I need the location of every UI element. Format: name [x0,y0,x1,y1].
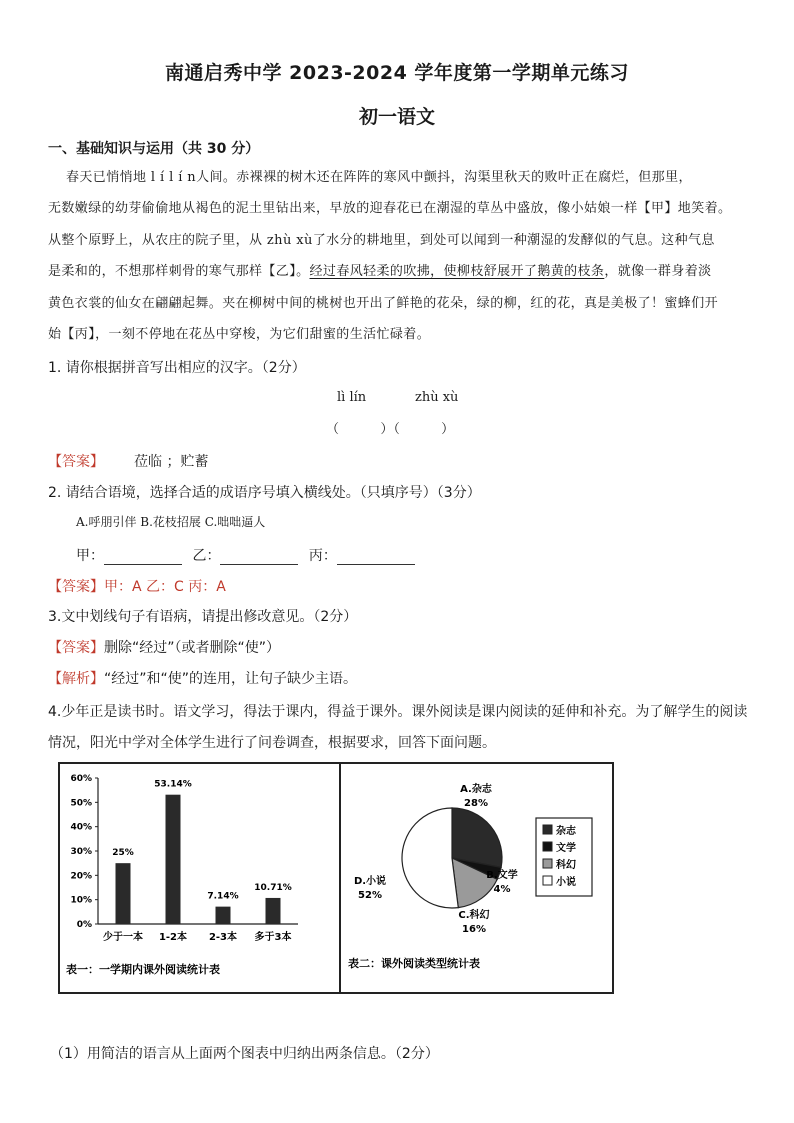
y-tick-label: 30% [70,847,92,857]
answer-3 [48,637,280,657]
pie-slice-value: 28% [464,798,488,809]
pie-slice-value: 52% [358,890,382,901]
blank-line [104,550,182,565]
y-tick-label: 50% [70,798,92,809]
legend-label: 科幻 [556,860,576,871]
bar [216,907,231,924]
analysis-text: “经过”和“使”的连用，让句子缺少主语。 [104,671,358,687]
pinyin-1: lì lín [337,390,367,405]
chart-title: 表一：一学期内课外阅读统计表 [66,963,220,976]
question-4-sub-1: （1）用简洁的语言从上面两个图表中归纳出两条信息。（2分） [50,1046,439,1062]
y-tick-label: 10% [70,895,92,906]
bar-chart [66,774,298,976]
question-3: 3.文中划线句子有语病，请提出修改意见。（2分） [48,609,358,625]
fill-blanks [76,545,421,565]
blank-label-jia: 甲： [76,548,104,564]
x-tick-label: 多于3本 [254,932,292,943]
answer-text: 甲：A 乙：C 丙：A [104,579,226,595]
y-tick-label: 40% [70,822,92,833]
question-2: 2. 请结合语境，选择合适的成语序号填入横线处。（只填序号）（3分） [48,485,481,501]
x-tick-label: 少于一本 [103,932,143,943]
blank-label-yi: 乙： [192,548,221,564]
pie-chart [348,782,592,970]
y-tick-label: 60% [70,774,92,784]
bar [116,863,131,924]
passage-line-1: 春天已悄悄地 l í l í n人间。赤裸裸的树木还在阵阵的寒风中颤抖，沟渠里秋天的败叶正在腐烂，但那里， [66,170,692,185]
answer-tag: 【答案】 [48,579,104,595]
document-title: 南通启秀中学 2023-2024 学年度第一学期单元练习 [165,62,629,84]
pie-slice-label: A.杂志 [460,784,492,795]
x-tick-label: 1-2本 [158,932,188,943]
analysis-tag: 【解析】 [48,671,104,687]
bar [266,898,281,924]
charts-svg [58,762,614,994]
legend-swatch [543,842,552,851]
legend-label: 小说 [556,877,576,888]
legend-label: 杂志 [556,826,576,837]
blank-label-bing: 丙： [308,548,337,564]
bar-data-label: 25% [112,848,134,859]
legend-swatch [543,876,552,885]
pie-slice [402,808,458,908]
pie-slice-label: C.科幻 [458,910,490,921]
pie-slice [452,808,502,867]
pie-slice-label: B.文学 [486,870,518,881]
passage-line-3: 从整个原野上，从农庄的院子里，从 zhù xù了水分的耕地里，到处可以闻到一种潮湿的发酵似的气息。这种气息 [48,233,715,248]
bar-data-label: 7.14% [207,891,239,902]
blank-line [220,550,298,565]
pie-slice-label: D.小说 [353,876,387,887]
passage-text: 是柔和的，不想那样刺骨的寒气那样【乙】。 [48,264,310,279]
passage-line-4 [48,256,748,288]
x-tick-label: 2-3本 [208,932,238,943]
legend-label: 文学 [556,843,576,854]
legend-swatch [543,859,552,868]
pie-slice-value: 4% [493,884,511,895]
answer-1 [48,451,208,471]
question-1: 1. 请你根据拼音写出相应的汉字。（2分） [48,360,306,376]
bar [166,795,181,924]
question-4-line-2: 情况，阳光中学对全体学生进行了问卷调查，根据要求，回答下面问题。 [48,735,496,751]
analysis-3 [48,668,357,688]
section-heading: 一、基础知识与运用（共 30 分） [48,141,260,157]
answer-2 [48,576,226,596]
underlined-sentence: 经过春风轻柔的吹拂，使柳枝舒展开了鹅黄的枝条 [309,264,605,279]
passage-text: ，就像一群身着淡 [604,264,712,279]
answer-tag: 【答案】 [48,640,104,656]
answer-brackets: （ ）（ ） [326,422,455,437]
chart-title: 表二：课外阅读类型统计表 [348,957,480,970]
y-tick-label: 20% [70,871,92,882]
document-subtitle: 初一语文 [358,106,435,128]
question-4-line-1: 4.少年正是读书时。语文学习，得法于课内，得益于课外。课外阅读是课内阅读的延伸和补充。为了解学生的阅读 [48,704,748,720]
legend-swatch [543,825,552,834]
pinyin-2: zhù xù [415,390,459,405]
idiom-options: A.呼朋引伴 B.花枝招展 C.咄咄逼人 [76,515,266,529]
bar-data-label: 53.14% [154,779,192,790]
bar-data-label: 10.71% [254,882,292,893]
pie-slice-value: 16% [462,924,486,935]
answer-text: 莅临 ；贮蓄 [134,454,209,470]
y-tick-label: 0% [76,920,92,930]
passage-line-5: 黄色衣裳的仙女在翩翩起舞。夹在柳树中间的桃树也开出了鲜艳的花朵，绿的柳，红的花，真是美极了！蜜蜂们开 [48,296,719,311]
answer-text: 删除“经过”（或者删除“使”） [104,640,281,656]
passage-line-2: 无数嫩绿的幼芽偷偷地从褐色的泥土里钻出来，早放的迎春花已在潮湿的草丛中盛放，像小姑娘一样【甲】地笑着。 [48,201,732,216]
answer-tag: 【答案】 [48,454,104,470]
passage-line-6: 始【丙】，一刻不停地在花丛中穿梭，为它们甜蜜的生活忙碌着。 [48,327,431,342]
blank-line [337,550,415,565]
